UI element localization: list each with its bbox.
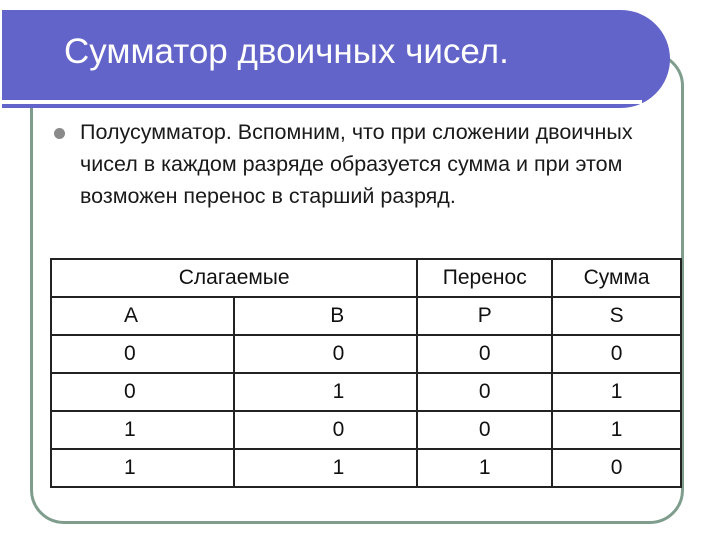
bullet-dot-icon [54,128,65,139]
cell-p: 0 [417,411,552,449]
cell-a: 0 [51,335,234,373]
cell-s: 1 [552,411,681,449]
bullet-text: Полусумматор. Вспомним, что при сложении двоичных чисел в каждом разряде образуется сумма и при этом возможен перенос в старший разряд. [80,120,633,208]
cell-b: 1 [234,373,417,411]
cell-p: 0 [417,373,552,411]
table-row [51,373,681,411]
table-row [51,449,681,487]
header-addends: Слагаемые [51,259,417,297]
slide-title: Сумматор двоичных чисел. [64,32,509,71]
column-p: P [417,297,552,335]
cell-b: 1 [234,449,417,487]
truth-table [50,258,682,488]
cell-a: 1 [51,449,234,487]
cell-s: 0 [552,449,681,487]
table-row [51,335,681,373]
cell-a: 1 [51,411,234,449]
column-b: B [234,297,417,335]
title-underline [2,100,642,104]
cell-p: 0 [417,335,552,373]
cell-b: 0 [234,335,417,373]
table-header-row [51,259,681,297]
cell-b: 0 [234,411,417,449]
header-sum: Сумма [552,259,681,297]
cell-s: 0 [552,335,681,373]
column-a: A [51,297,234,335]
cell-s: 1 [552,373,681,411]
column-s: S [552,297,681,335]
cell-p: 1 [417,449,552,487]
header-carry: Перенос [417,259,552,297]
table-row [51,411,681,449]
cell-a: 0 [51,373,234,411]
table-column-row [51,297,681,335]
